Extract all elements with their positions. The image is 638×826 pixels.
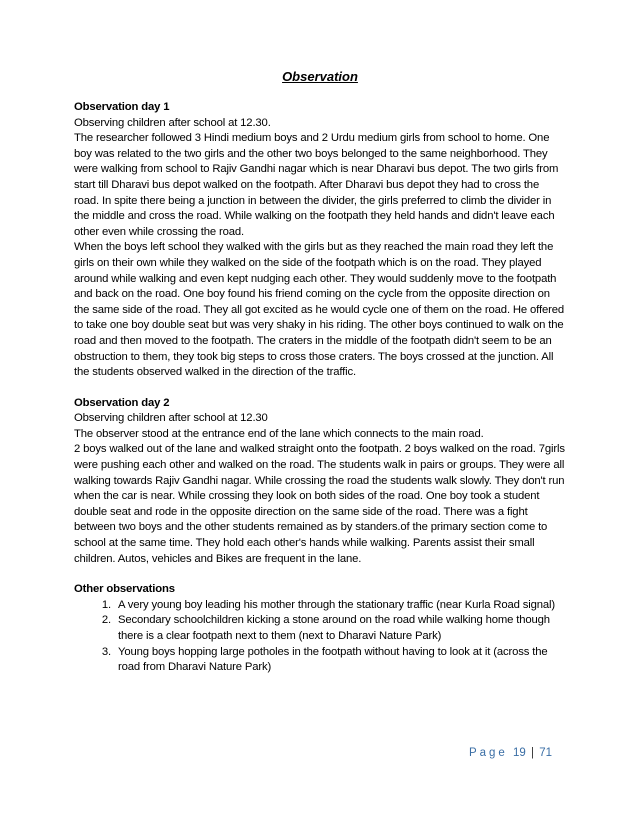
observation-day-2 <box>74 396 566 568</box>
day-1-subheading: Observing children after school at 12.30. <box>74 116 271 129</box>
other-observations-heading: Other observations <box>74 583 175 596</box>
other-observations <box>74 582 566 676</box>
day-2-paragraph: 2 boys walked out of the lane and walked straight onto the footpath. 2 boys walked on the road. 7girls were pushing each other and walked on the road. The students walk in pairs or groups. They were all walking towards Rajiv Gandhi nagar. While crossing the road the students walk slowly. They don't run when the car is near. While crossing they look on both sides of the road. One boy took a student double seat and rode in the opposite direction on the same side of the road. There was a fight between two boys and the other students remained as by standers.of the primary section come to school at the same time. They hold each other's hands while walking. Parents assist their small children. Autos, vehicles and Bikes are frequent in the lane. <box>74 443 565 565</box>
current-page-number: 19 <box>513 747 526 759</box>
page-label: Page <box>468 747 508 759</box>
list-item: 2. Secondary schoolchildren kicking a stone around on the road while walking home though there is a clear footpath next to them (next to Dharavi Nature Park) <box>114 613 566 644</box>
day-1-paragraph: The researcher followed 3 Hindi medium boys and 2 Urdu medium girls from school to home. One boy was related to the two girls and the other two boys belonged to the same neighborhood. They were walking from school to Rajiv Gandhi nagar which is near Dharavi bus depot. The two girls from start till Dharavi bus depot walked on the footpath. After Dharavi bus depot they had to cross the road. In spite there being a junction in between the divider, the girls preferred to climb the divider in the middle and cross the road. While walking on the footpath they held hands and didn't leave each other even while crossing the road. <box>74 132 559 238</box>
page-number-footer <box>469 747 552 759</box>
observation-day-1 <box>74 100 566 381</box>
day-2-subheading: Observing children after school at 12.30 <box>74 412 268 425</box>
page-title: Observation <box>282 69 358 84</box>
page-content <box>74 68 566 676</box>
day-2-heading: Observation day 2 <box>74 396 170 409</box>
list-item: 3. Young boys hopping large potholes in the footpath without having to look at it (across the road from Dharavi Nature Park) <box>114 645 566 676</box>
day-1-paragraph: When the boys left school they walked with the girls but as they reached the main road they left the girls on their own while they walked on the side of the footpath which is on the road. They played around while walking and even kept nudging each other. They would suddenly move to the footpath and back on the road. One boy found his friend coming on the cycle from the opposite direction on the same side of the road. They all got excited as he would cycle one of them on the road. He offered to take one boy double seat but was very shaky in his riding. The other boys continued to walk on the road and then moved to the footpath. The craters in the middle of the footpath didn't seem to be an obstruction to them, they took big steps to cross those craters. The boys crossed at the junction. All the students observed walked in the direction of the traffic. <box>74 241 564 379</box>
day-1-heading: Observation day 1 <box>74 101 170 113</box>
day-2-paragraph: The observer stood at the entrance end of the lane which connects to the main road. <box>74 427 484 440</box>
total-page-count: 71 <box>539 747 552 759</box>
other-observations-list <box>74 598 566 676</box>
page-separator: | <box>531 747 534 759</box>
list-item: 1. A very young boy leading his mother through the stationary traffic (near Kurla Road signal) <box>114 598 566 614</box>
